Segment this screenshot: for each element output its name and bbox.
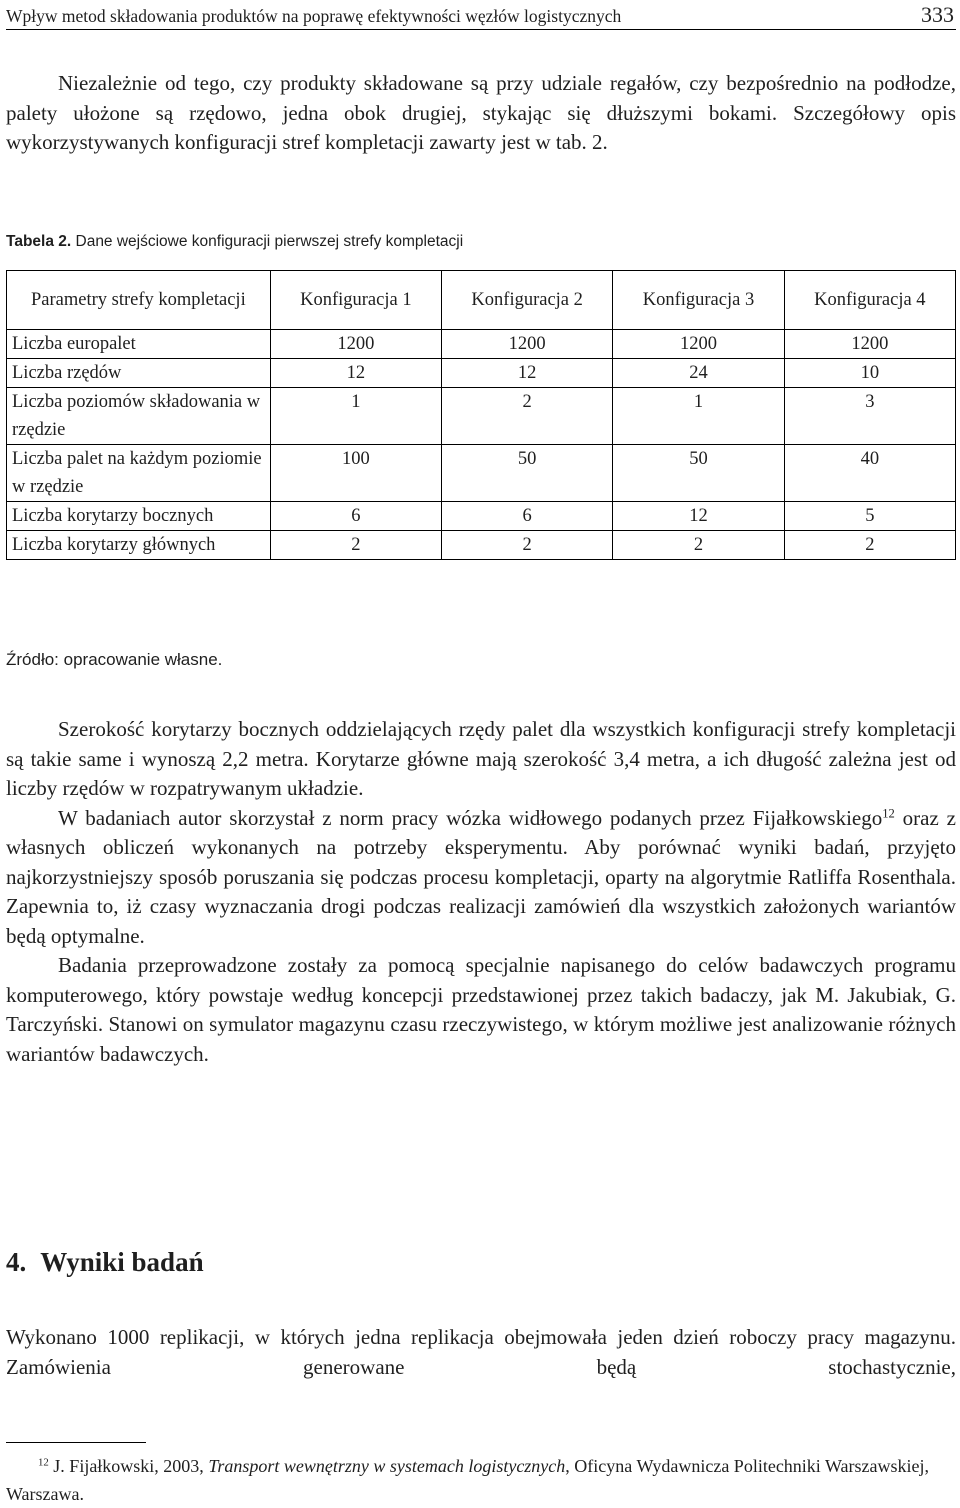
row-label: Liczba korytarzy głównych: [7, 531, 271, 560]
cell-value: 6: [270, 502, 441, 531]
cell-value: 3: [784, 388, 955, 445]
row-label: Liczba rzędów: [7, 359, 271, 388]
configuration-table: [6, 270, 956, 560]
paragraph-corridors: Szerokość korytarzy bocznych oddzielających rzędy palet dla wszystkich konfiguracji strefy kompletacji są takie same i wynoszą 2,2 metra. Korytarze główne mają szerokość 3,4 metra, a ich długość zależna jest od liczby rzędów w rozpatrywanym układzie.: [6, 717, 956, 800]
cell-value: 10: [784, 359, 955, 388]
cell-value: 2: [784, 531, 955, 560]
paragraph-simulator: Badania przeprowadzone zostały za pomocą specjalnie napisanego do celów badawczych programu komputerowego, który powstaje według koncepcji przedstawionej przez takich badaczy, jak M. Jakubiak, G. Tarczyński. Stanowi on symulator magazynu czasu rzeczywistego, w którym możliwe jest analizowanie różnych wariantów badawczych.: [6, 953, 956, 1066]
cell-value: 2: [270, 531, 441, 560]
cell-value: 12: [442, 359, 613, 388]
running-title: Wpływ metod składowania produktów na poprawę efektywności węzłów logistycznych: [6, 6, 622, 26]
header-config-4: Konfiguracja 4: [784, 271, 955, 330]
cell-value: 1200: [270, 330, 441, 359]
table-source: Źródło: opracowanie własne.: [6, 650, 223, 669]
cell-value: 12: [270, 359, 441, 388]
footnote-number: 12: [38, 1456, 49, 1469]
cell-value: 1200: [442, 330, 613, 359]
cell-value: 100: [270, 445, 441, 502]
cell-value: 50: [442, 445, 613, 502]
table-caption: [6, 233, 463, 251]
cell-value: 5: [784, 502, 955, 531]
cell-value: 50: [613, 445, 784, 502]
footnote-divider: [6, 1442, 146, 1443]
cell-value: 24: [613, 359, 784, 388]
cell-value: 6: [442, 502, 613, 531]
footnote-text-start: J. Fijałkowski, 2003,: [48, 1456, 209, 1476]
paragraph-methodology: [6, 804, 956, 952]
table-label: Tabela 2.: [6, 233, 72, 250]
section-title: Wyniki badań: [40, 1247, 204, 1277]
table-row: [7, 502, 956, 531]
table-row: [7, 359, 956, 388]
table-row: [7, 330, 956, 359]
paragraph-results: Wykonano 1000 replikacji, w których jedna replikacja obejmowała jeden dzień roboczy pracy magazynu. Zamówienia generowane będą stochastycznie,: [6, 1325, 956, 1379]
row-label: Liczba europalet: [7, 330, 271, 359]
cell-value: 1: [270, 388, 441, 445]
row-label: Liczba korytarzy bocznych: [7, 502, 271, 531]
header-parameters: Parametry strefy kompletacji: [7, 271, 271, 330]
section-heading: [6, 1247, 204, 1278]
row-label: Liczba poziomów składowania w rzędzie: [7, 388, 271, 445]
cell-value: 12: [613, 502, 784, 531]
header-config-1: Konfiguracja 1: [270, 271, 441, 330]
footnote-cited-title: Transport wewnętrzny w systemach logistycznych: [208, 1456, 566, 1476]
cell-value: 2: [613, 531, 784, 560]
table-row: [7, 531, 956, 560]
table-caption-text: Dane wejściowe konfiguracji pierwszej strefy kompletacji: [75, 233, 464, 250]
cell-value: 1200: [784, 330, 955, 359]
footnote: [6, 1452, 956, 1508]
cell-value: 1: [613, 388, 784, 445]
header-config-3: Konfiguracja 3: [613, 271, 784, 330]
cell-value: 2: [442, 531, 613, 560]
row-label: Liczba palet na każdym poziomie w rzędzie: [7, 445, 271, 502]
body-text: [6, 715, 956, 1069]
table-row: [7, 388, 956, 445]
cell-value: 1200: [613, 330, 784, 359]
paragraph-methodology-end: oraz z własnych obliczeń wykonanych na potrzeby eksperymentu. Aby porównać wyniki badań, przyjęto najkorzystniejszy sposób poruszania się podczas procesu kompletacji, oparty na algorytmie Ratliffa Rosenthala. Zapewnia to, iż czasy wyznaczania drogi podczas realizacji zamówień dla wszystkich założonych wariantów będą optymalne.: [6, 805, 956, 948]
table-header-row: [7, 271, 956, 330]
footnote-reference[interactable]: 12: [882, 805, 895, 820]
section-number: 4.: [6, 1247, 27, 1277]
cell-value: 40: [784, 445, 955, 502]
paragraph-intro: Niezależnie od tego, czy produkty składowane są przy udziale regałów, czy bezpośrednio na podłodze, palety ułożone są rzędowo, jedna obok drugiej, stykając się dłuższymi bokami. Szczegółowy opis wykorzystywanych konfiguracji stref kompletacji zawarty jest w tab. 2.: [6, 71, 956, 154]
table-row: [7, 445, 956, 502]
cell-value: 2: [442, 388, 613, 445]
header-config-2: Konfiguracja 2: [442, 271, 613, 330]
paragraph-methodology-start: W badaniach autor skorzystał z norm pracy wózka widłowego podanych przez Fijałkowskiego: [58, 805, 883, 830]
page-number: 333: [921, 2, 954, 27]
footnote-text-end: , Oficyna Wydawnicza Politechniki Warszawskiej, Warszawa.: [6, 1456, 929, 1504]
running-header: [6, 2, 956, 30]
